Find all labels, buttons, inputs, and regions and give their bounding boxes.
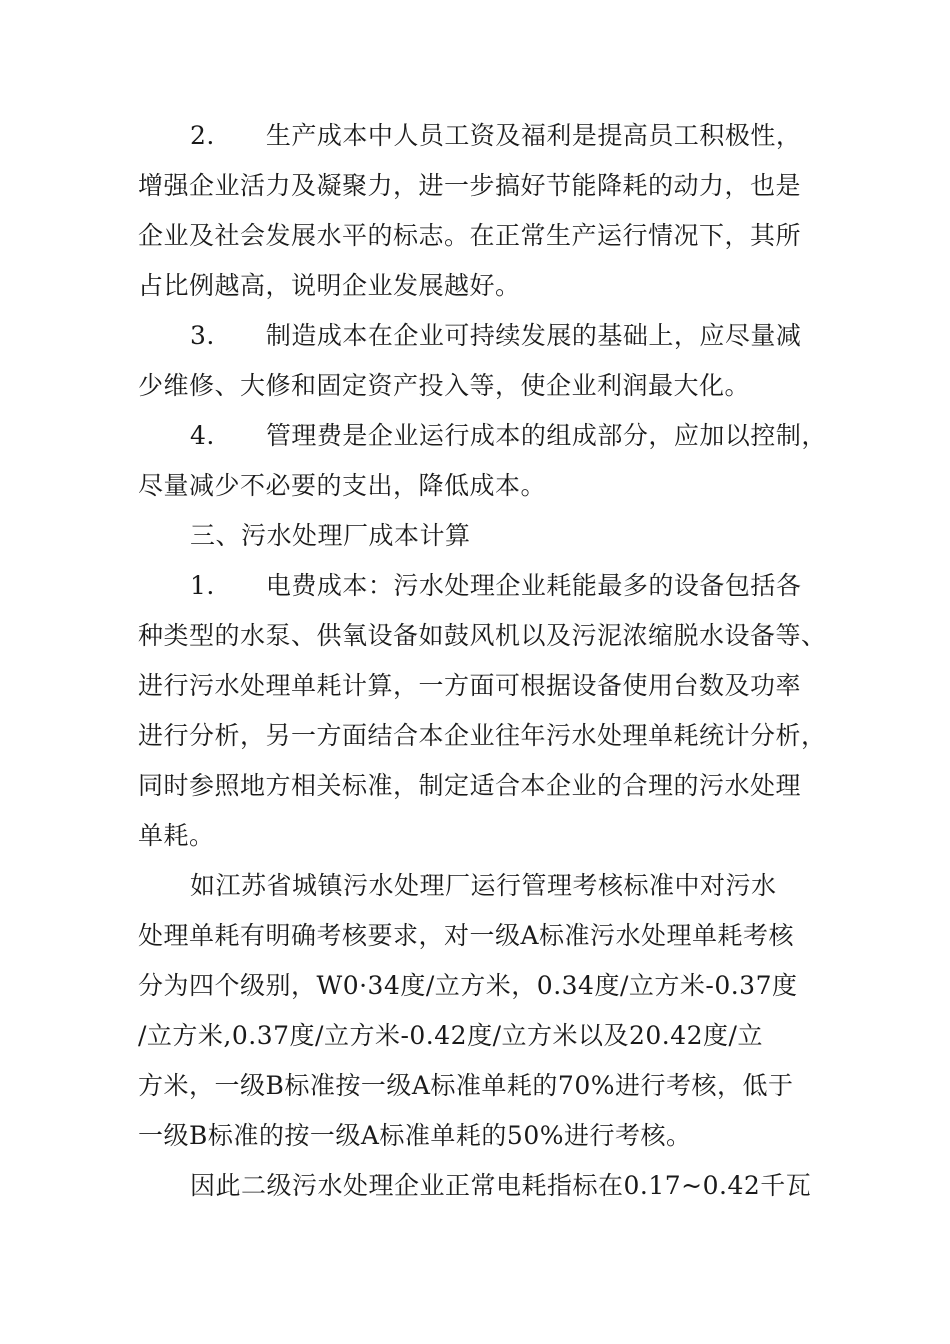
paragraph-2-line-4: 占比例越高，说明企业发展越好。 xyxy=(138,271,521,300)
paragraph-jiangsu-line-3: 分为四个级别，W0·34度/立方米，0.34度/立方米-0.37度 xyxy=(138,971,798,1000)
paragraph-1-line-3: 进行污水处理单耗计算，一方面可根据设备使用台数及功率 xyxy=(138,671,802,700)
paragraph-2-line-2: 增强企业活力及凝聚力，进一步搞好节能降耗的动力，也是 xyxy=(138,171,802,200)
paragraph-3-line-1: 3. 制造成本在企业可持续发展的基础上，应尽量减 xyxy=(190,321,802,350)
paragraph-jiangsu-line-6: 一级B标准的按一级A标准单耗的50%进行考核。 xyxy=(138,1121,692,1150)
paragraph-1-line-2: 种类型的水泵、供氧设备如鼓风机以及污泥浓缩脱水设备等、 xyxy=(138,621,827,650)
paragraph-3-line-2: 少维修、大修和固定资产投入等，使企业利润最大化。 xyxy=(138,371,751,400)
paragraph-conclusion-line-1: 因此二级污水处理企业正常电耗指标在0.17~0.42千瓦 xyxy=(190,1171,812,1200)
paragraph-jiangsu-line-5: 方米，一级B标准按一级A标准单耗的70%进行考核，低于 xyxy=(138,1071,794,1100)
paragraph-jiangsu-line-2: 处理单耗有明确考核要求，对一级A标准污水处理单耗考核 xyxy=(138,921,795,950)
paragraph-4-line-1: 4. 管理费是企业运行成本的组成部分，应加以控制， xyxy=(190,421,827,450)
paragraph-1-line-4: 进行分析，另一方面结合本企业往年污水处理单耗统计分析， xyxy=(138,721,827,750)
paragraph-jiangsu-line-1: 如江苏省城镇污水处理厂运行管理考核标准中对污水 xyxy=(190,871,777,900)
paragraph-1-line-6: 单耗。 xyxy=(138,821,215,850)
paragraph-4-line-2: 尽量减少不必要的支出，降低成本。 xyxy=(138,471,547,500)
paragraph-1-line-1: 1. 电费成本：污水处理企业耗能最多的设备包括各 xyxy=(190,571,802,600)
section-heading: 三、污水处理厂成本计算 xyxy=(190,521,471,550)
paragraph-jiangsu-line-4: /立方米,0.37度/立方米-0.42度/立方米以及20.42度/立 xyxy=(138,1021,763,1050)
paragraph-2-line-1: 2. 生产成本中人员工资及福利是提高员工积极性， xyxy=(190,121,802,150)
paragraph-2-line-3: 企业及社会发展水平的标志。在正常生产运行情况下，其所 xyxy=(138,221,802,250)
paragraph-1-line-5: 同时参照地方相关标准，制定适合本企业的合理的污水处理 xyxy=(138,771,802,800)
